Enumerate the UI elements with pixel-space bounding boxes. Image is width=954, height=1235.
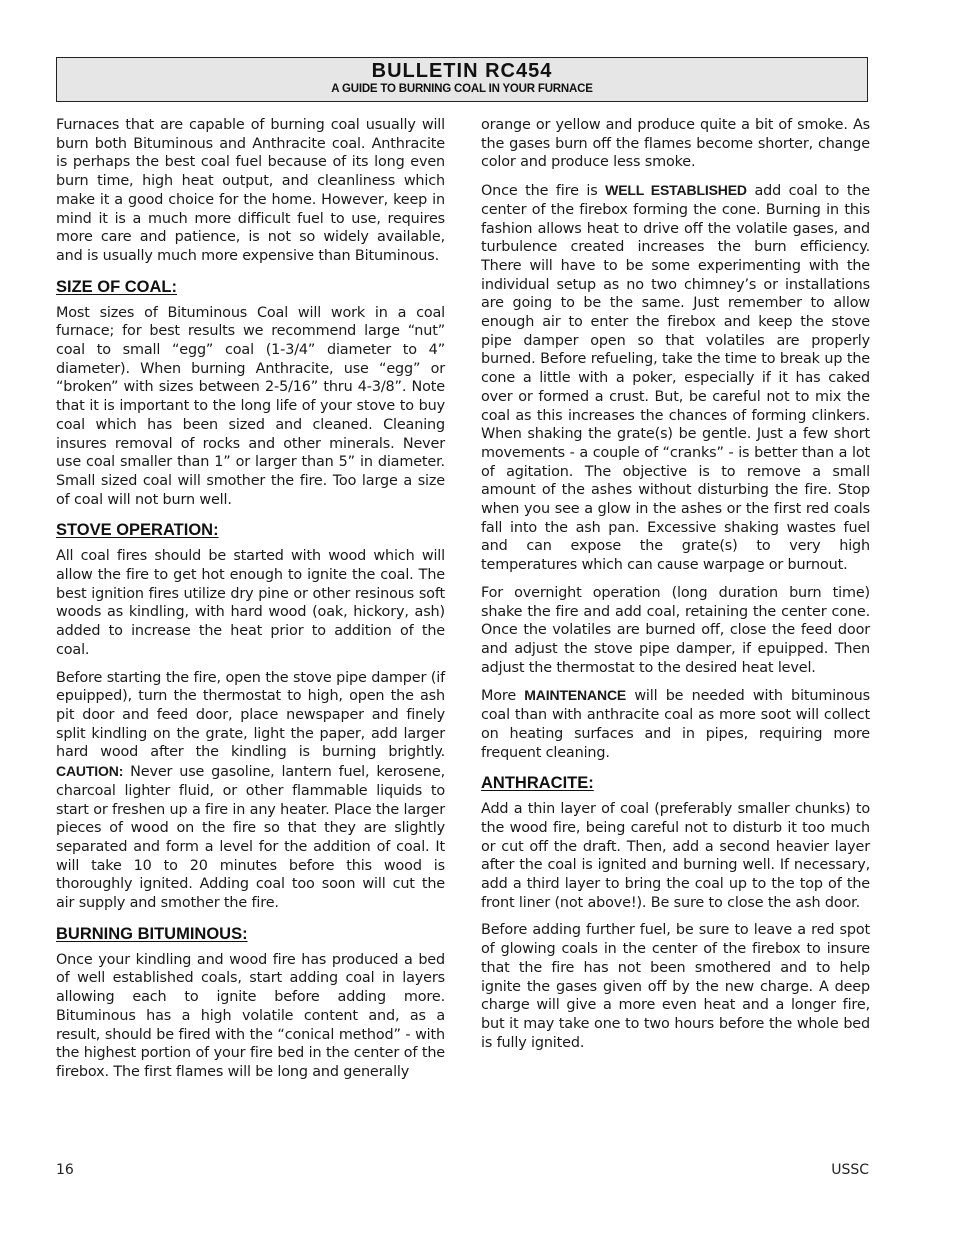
footer-brand: USSC — [831, 1162, 869, 1178]
stove-operation-heading: STOVE OPERATION: — [56, 521, 219, 540]
burning-bituminous-heading: BURNING BITUMINOUS: — [56, 924, 248, 943]
stove-p2-text-b: Never use gasoline, lantern fuel, kerosene, charcoal lighter fluid, or other flammable liquids to start or freshen up a fire in any heater. Place the larger pieces of wood on the fire so that they are slightly separated and form a level for the addition of coal. It will take 10 to 20 minutes before this wood is thoroughly ignited. Adding coal too soon will cut the air supply and smother the fire. — [56, 764, 445, 912]
anthracite-heading: ANTHRACITE: — [481, 774, 594, 793]
continued-paragraph: orange or yellow and produce quite a bit of smoke. As the gases burn off the flames become shorter, change color and produce less smoke. — [481, 117, 870, 171]
well-established-keyword: WELL ESTABLISHED — [605, 182, 747, 199]
maintenance-keyword: MAINTENANCE — [524, 687, 627, 704]
bulletin-subtitle: A GUIDE TO BURNING COAL IN YOUR FURNACE — [331, 83, 593, 95]
well-established-paragraph — [481, 181, 870, 575]
left-column — [56, 116, 445, 1091]
right-column — [481, 116, 870, 1061]
stove-operation-paragraph-2 — [56, 669, 445, 913]
burning-bituminous-paragraph: Once your kindling and wood fire has produced a bed of well established coals, start adding coal in layers allowing each to ignite before adding more. Bituminous has a high volatile content and, as a result, should be fired with the “conical method” - with the highest portion of your fire bed in the center of the firebox. The first flames will be long and generally — [56, 951, 445, 1080]
est-text-b: add coal to the center of the firebox forming the cone. Burning in this fashion allows heat to drive off the volatile gases, and turbulence created increases the burn efficiency. There will have to be some experimenting with the individual setup as no two chimney’s or installations are going to be the same. Just remember to allow enough air to enter the firebox and keep the stove pipe damper open so that volatiles are properly burned. Before refueling, take the time to break up the cone a little with a poker, especially if it has caked over or formed a crust. But, be careful not to mix the coal as this increases the chances of forming clinkers. When shaking the grate(s) be gentle. Just a few short movements - a couple of “cranks” - is better than a lot of agitation. The objective is to remove a small amount of the ashes without disturbing the fire. Stop when you see a glow in the ashes or the first red coals fall into the ash pan. Excessive shaking wastes fuel and can expose the grate(s) to very high temperatures which can cause warpage or burnout. — [481, 183, 871, 574]
stove-operation-paragraph-1: All coal fires should be started with wood which will allow the fire to get hot enough to ignite the coal. The best ignition fires utilize dry pine or other resinous soft woods as kindling, with hard wood (oak, hickory, ash) added to increase the heat prior to addition of the coal. — [56, 548, 445, 658]
maint-text-b: will be needed with bituminous coal than with anthracite coal as more soot will collect on heating surfaces and in pipes, requiring more frequent cleaning. — [481, 688, 870, 761]
est-text-a: Once the fire is — [481, 183, 606, 200]
bulletin-header — [56, 57, 868, 102]
overnight-paragraph: For overnight operation (long duration burn time) shake the fire and add coal, retaining the center cone. Once the volatiles are burned off, close the feed door and adjust the stove pipe damper, if epuipped. Then adjust the thermostat to the desired heat level. — [481, 584, 870, 676]
caution-keyword: CAUTION: — [56, 763, 124, 780]
page-number: 16 — [56, 1162, 74, 1178]
stove-p2-text-a: Before starting the fire, open the stove pipe damper (if epuipped), turn the thermostat to high, open the ash pit door and feed door, place newspaper and finely split kindling on the grate, light the paper, add larger hard wood after the kindling is burning brightly. — [56, 669, 445, 761]
size-of-coal-heading: SIZE OF COAL: — [56, 277, 177, 296]
size-of-coal-paragraph: Most sizes of Bituminous Coal will work in a coal furnace; for best results we recommend large “nut” coal to small “egg” coal (1-3/4” diameter to 4” diameter). When burning Anthracite, use “egg” or “broken” with sizes between 2-5/16” thru 4-3/8”. Note that it is important to the long life of your stove to buy coal which has been sized and cleaned. Cleaning insures removal of rocks and other minerals. Never use coal smaller than 1” or larger than 5” in diameter. Small sized coal will smother the fire. Too large a size of coal will not burn well. — [56, 304, 445, 508]
anthracite-paragraph-1: Add a thin layer of coal (preferably smaller chunks) to the wood fire, being careful not to disturb it too much or cut off the draft. Then, add a second heavier layer after the coal is ignited and burning well. If necessary, add a third layer to bring the coal up to the top of the front liner (not above!). Be sure to close the ash door. — [481, 801, 870, 911]
anthracite-paragraph-2: Before adding further fuel, be sure to leave a red spot of glowing coals in the center of the firebox to insure that the fire has not been smothered and to help ignite the gases given off by the new charge. A deep charge will give a more even heat and a longer fire, but it may take one to two hours before the whole bed is fully ignited. — [481, 922, 870, 1051]
intro-paragraph: Furnaces that are capable of burning coal usually will burn both Bituminous and Anthracite coal. Anthracite is perhaps the best coal fuel because of its long even burn time, high heat output, and cleanliness which make it a good choice for the home. However, keep in mind it is a much more difficult fuel to use, requires more care and patience, is not so widely available, and is usually much more expensive than Bituminous. — [56, 117, 445, 264]
maint-text-a: More — [481, 688, 525, 705]
bulletin-title: BULLETIN RC454 — [371, 60, 553, 82]
maintenance-paragraph — [481, 686, 870, 762]
